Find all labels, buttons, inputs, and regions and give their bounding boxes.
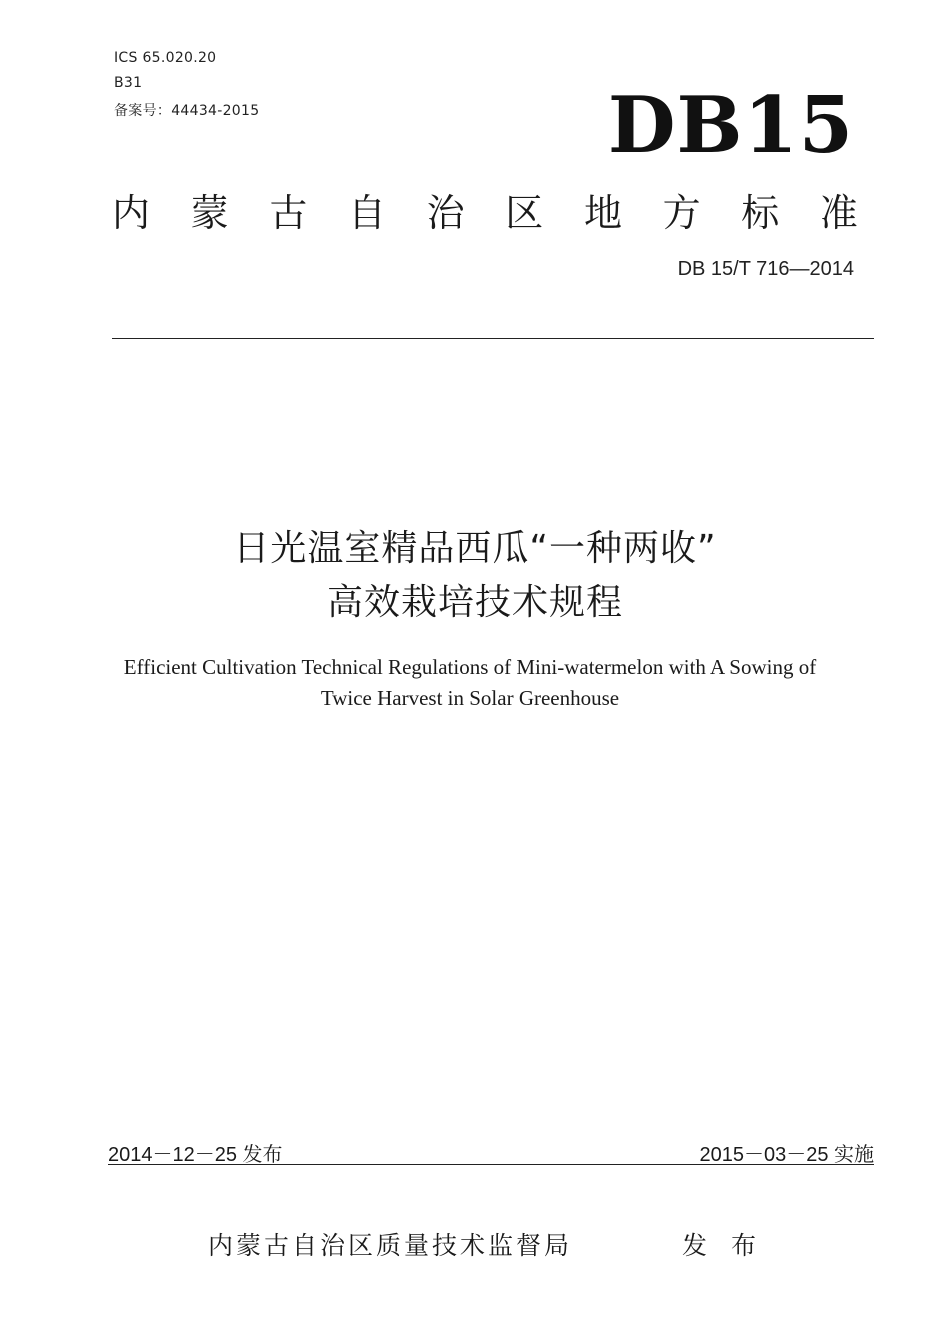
standard-number: DB 15/T 716—2014 [677, 258, 854, 280]
footer-divider [108, 1164, 874, 1165]
title-zh-line-1: 日光温室精品西瓜“一种两收” [233, 528, 717, 569]
db15-logo: DB15 [607, 80, 854, 171]
standard-type-char: 内 [112, 191, 151, 235]
standard-type-char: 区 [505, 191, 544, 235]
standard-type-char: 古 [269, 191, 308, 235]
ics-code: ICS 65.020.20 [114, 50, 217, 66]
standard-type-char: 蒙 [190, 191, 229, 235]
standard-type-char: 地 [583, 191, 622, 235]
standard-type-heading [112, 182, 858, 237]
standard-type-char: 治 [426, 191, 465, 235]
record-number: 备案号：44434-2015 [114, 103, 260, 119]
standard-type-char: 准 [819, 191, 858, 235]
issued-label: 发 布 [682, 1231, 764, 1260]
standard-type-char: 方 [662, 191, 701, 235]
issue-date: 2014－12－25 发布 [108, 1144, 283, 1166]
header-divider [112, 338, 874, 339]
issuing-authority: 内蒙古自治区质量技术监督局 [208, 1231, 573, 1260]
title-en-line-2: Twice Harvest in Solar Greenhouse [320, 686, 620, 710]
standard-type-char: 标 [741, 191, 780, 235]
title-zh-line-2: 高效栽培技术规程 [326, 582, 623, 623]
classification-code: B31 [114, 75, 143, 91]
title-en-line-1: Efficient Cultivation Technical Regulations of Mini-watermelon with A Sowing of [123, 655, 817, 679]
implementation-date: 2015－03－25 实施 [699, 1144, 874, 1166]
standard-type-char: 自 [347, 191, 386, 235]
